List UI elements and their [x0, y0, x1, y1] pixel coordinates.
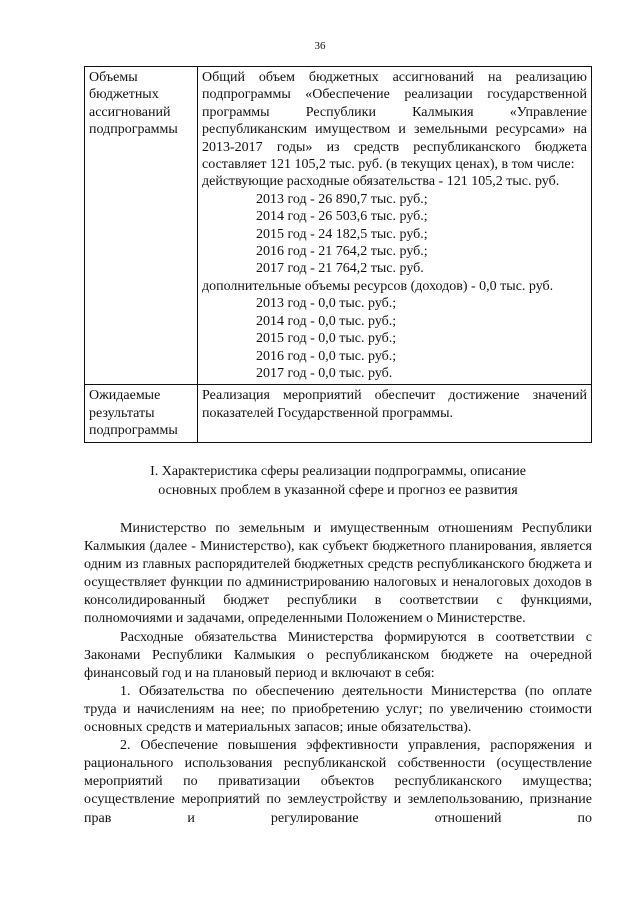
paragraph: 1. Обязательства по обеспечению деятельности Министерства (по оплате труда и начислениям на нее; по приобретению услуг; по увеличению стоимости основных средств и материальных запасов; иные обязательства). — [84, 683, 592, 736]
additional-year-line: 2013 год - 0,0 тыс. руб.; — [256, 296, 397, 312]
additional-year-line: 2016 год - 0,0 тыс. руб.; — [256, 348, 397, 364]
budget-value-cell — [198, 67, 592, 385]
budget-label-cell: Объемы бюджетных ассигнований подпрограммы — [85, 67, 198, 385]
paragraph: Министерство по земельным и имущественным отношениям Республики Калмыкия (далее - Министерство), как субъект бюджетного планирования, является одним из главных распорядителей бюджетных средств республиканского бюджета и осуществляет функции по администрированию налоговых и неналоговых доходов в консолидированный бюджет республики в соответствии с функциями, полномочиями и задачами, определенными Положением о Министерстве. — [84, 521, 592, 627]
budget-intro-text: Общий объем бюджетных ассигнований на реализацию подпрограммы «Обеспечение реализации государственной программы Республики Калмыкия «Управление республиканским имуществом и земельными ресурсами» на 2013-2017 годы» из средств республиканского бюджета составляет 121 105,2 тыс. руб. (в текущих ценах), в том числе: — [202, 70, 587, 173]
section-heading-line: I. Характеристика сферы реализации подпрограммы, описание — [150, 464, 526, 479]
paragraph: Расходные обязательства Министерства формируются в соответствии с Законами Республики Калмыкия о республиканском бюджете на очередной финансовый год и на плановый период и включают в себя: — [84, 629, 592, 681]
section-heading-line: основных проблем в указанной сфере и прогноз ее развития — [158, 483, 518, 498]
section-heading — [84, 462, 592, 500]
additional-year-line: 2015 год - 0,0 тыс. руб.; — [256, 331, 397, 347]
paragraph: 2. Обеспечение повышения эффективности управления, распоряжения и рационального использования республиканской собственности (осуществление мероприятий по приватизации объектов республиканского имущества; осуществление мероприятий по землеустройству и землепользованию, признание прав и регулирование отношений по — [84, 738, 592, 826]
current-year-line: 2013 год - 26 890,7 тыс. руб.; — [256, 191, 428, 207]
additional-year-line: 2017 год - 0,0 тыс. руб. — [256, 365, 393, 381]
additional-resources-label: дополнительные объемы ресурсов (доходов) - 0,0 тыс. руб. — [202, 278, 554, 294]
current-year-line: 2014 год - 26 503,6 тыс. руб.; — [256, 209, 428, 225]
current-year-line: 2017 год - 21 764,2 тыс. руб. — [256, 261, 424, 277]
table-row-budget — [85, 67, 592, 385]
current-obligations-label: действующие расходные обязательства - 121 105,2 тыс. руб. — [202, 174, 560, 190]
subprogram-passport-table — [84, 66, 592, 443]
page-number: 36 — [314, 40, 326, 52]
table-row-results — [85, 385, 592, 442]
results-label-cell: Ожидаемые результаты подпрограммы — [85, 385, 198, 442]
current-year-line: 2016 год - 21 764,2 тыс. руб.; — [256, 244, 428, 260]
body-text — [84, 520, 592, 828]
current-year-line: 2015 год - 24 182,5 тыс. руб.; — [256, 226, 428, 242]
additional-year-line: 2014 год - 0,0 тыс. руб.; — [256, 313, 397, 329]
results-value-cell: Реализация мероприятий обеспечит достижение значений показателей Государственной программы. — [198, 385, 592, 442]
